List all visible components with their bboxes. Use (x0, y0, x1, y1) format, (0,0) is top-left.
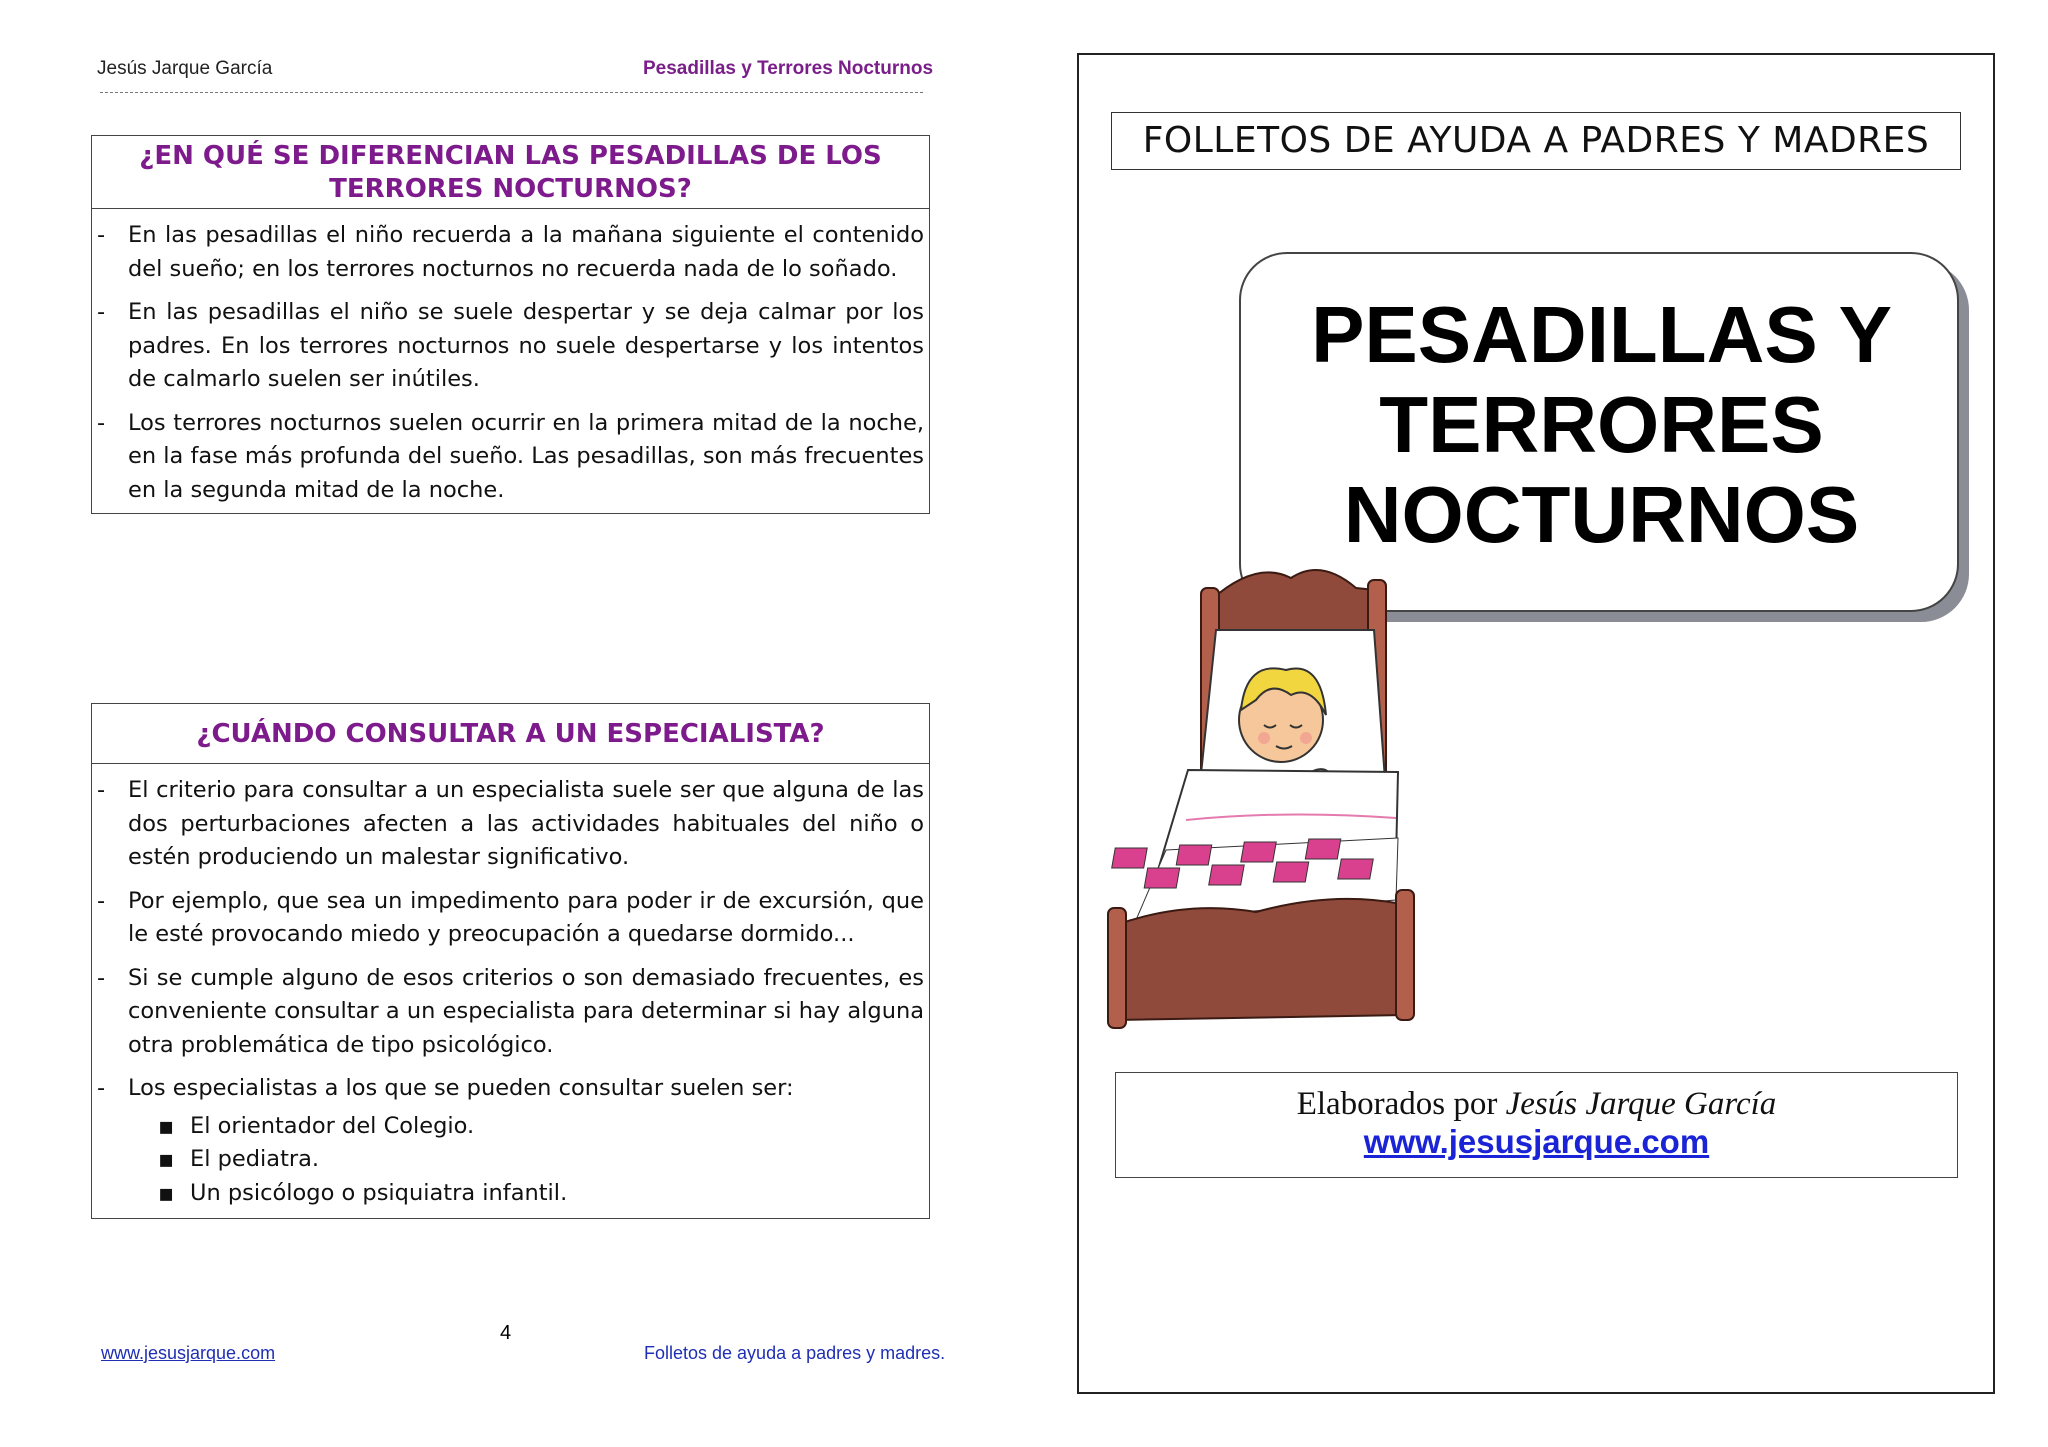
page-number: 4 (500, 1322, 512, 1344)
footer-website-link[interactable]: www.jesusjarque.com (101, 1343, 276, 1363)
credit-prefix: Elaborados por (1296, 1086, 1506, 1122)
footer-series-text: Folletos de ayuda a padres y madres. (644, 1343, 946, 1363)
credit-website-link[interactable]: www.jesusjarque.com (1363, 1123, 1710, 1160)
differences-heading: ¿EN QUÉ SE DIFERENCIAN LAS PESADILLAS DE LOS TERRORES NOCTURNOS? (92, 136, 929, 209)
cover-title-line: PESADILLAS Y (1311, 290, 1892, 379)
cover-title-line: NOCTURNOS (1343, 470, 1860, 559)
credit-line (1116, 1085, 1957, 1123)
list-item: - El criterio para consultar a un especialista suele ser que alguna de las dos perturbaciones afecten a las actividades habituales del niño o estén produciendo un malestar significativo. (92, 774, 929, 875)
list-item: - Si se cumple alguno de esos criterios o son demasiado frecuentes, es conveniente consultar a un especialista para determinar si hay alguna otra problemática de tipo psicológico. (92, 962, 929, 1063)
cover-title (1239, 290, 1964, 560)
cover-series-banner: FOLLETOS DE AYUDA A PADRES Y MADRES (1111, 112, 1961, 170)
differences-list (92, 209, 929, 507)
list-item: - En las pesadillas el niño recuerda a la mañana siguiente el contenido del sueño; en los terrores nocturnos no recuerda nada de lo soñado. (92, 219, 929, 286)
header-author: Jesús Jarque García (97, 58, 273, 79)
specialist-heading: ¿CUÁNDO CONSULTAR A UN ESPECIALISTA? (92, 704, 929, 764)
header-divider (100, 92, 923, 93)
sub-list-item: ▪ El orientador del Colegio. (92, 1110, 929, 1144)
list-item: - Los especialistas a los que se pueden consultar suelen ser: (92, 1072, 929, 1106)
list-item: - En las pesadillas el niño se suele despertar y se deja calmar por los padres. En los terrores nocturnos no suele despertarse y los intentos de calmarlo suelen ser inútiles. (92, 296, 929, 397)
credit-author: Jesús Jarque García (1505, 1086, 1777, 1122)
credit-box (1115, 1072, 1958, 1178)
header-title: Pesadillas y Terrores Nocturnos (643, 58, 934, 79)
differences-box (91, 135, 930, 514)
specialist-box (91, 703, 930, 1219)
cover-title-line: TERRORES (1379, 380, 1824, 469)
sleeping-child-bed-illustration (1106, 560, 1501, 1035)
list-item: - Por ejemplo, que sea un impedimento para poder ir de excursión, que le esté provocando miedo y preocupación a quedarse dormido... (92, 885, 929, 952)
sub-list-item: ▪ Un psicólogo o psiquiatra infantil. (92, 1177, 929, 1211)
sub-list-item: ▪ El pediatra. (92, 1143, 929, 1177)
list-item: - Los terrores nocturnos suelen ocurrir en la primera mitad de la noche, en la fase más profunda del sueño. Las pesadillas, son más frecuentes en la segunda mitad de la noche. (92, 407, 929, 508)
specialist-list (92, 764, 929, 1210)
